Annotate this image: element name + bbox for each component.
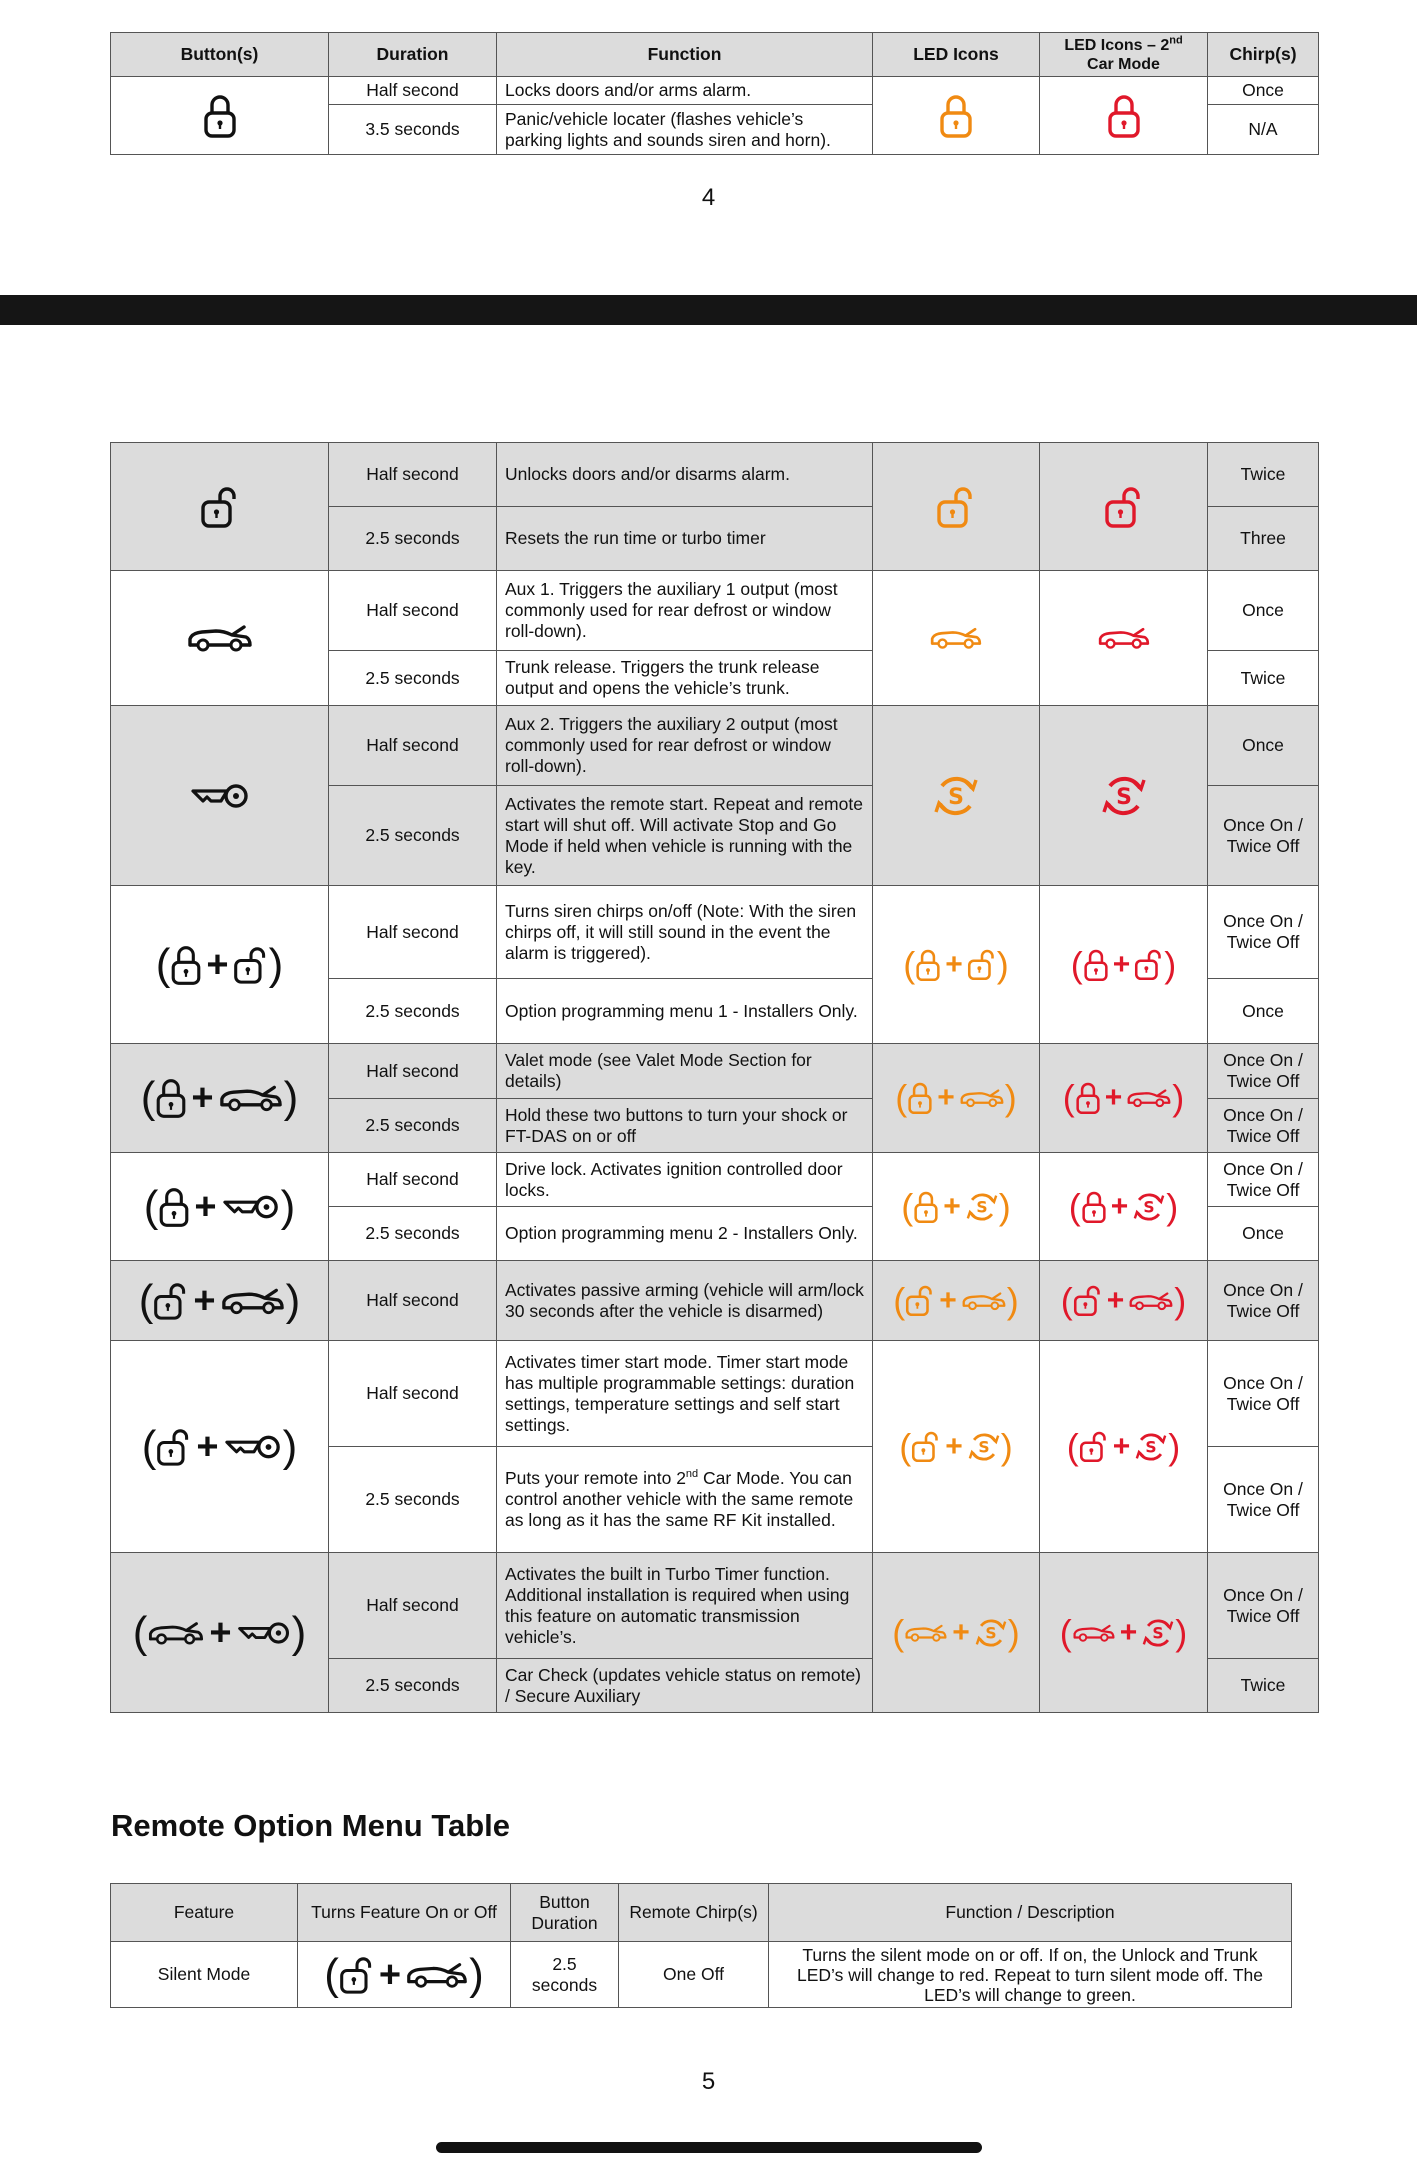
duration-cell: Half second [329, 571, 497, 651]
led-unlock-plus-start-red [1040, 1341, 1208, 1553]
chirps-cell: Once On / Twice Off [1208, 1261, 1319, 1341]
menu-header-function: Function / Description [769, 1884, 1292, 1942]
button-lock-plus-start [111, 1153, 329, 1261]
unlock-icon [156, 1427, 192, 1467]
menu-header-turns: Turns Feature On or Off [298, 1884, 511, 1942]
duration-cell: Half second [329, 77, 497, 105]
function-cell: Resets the run time or turbo timer [497, 507, 873, 571]
key-start-icon [189, 781, 251, 811]
duration-cell: Half second [329, 1153, 497, 1207]
lock-plus-trunk-combo: ( + ) [895, 1077, 1017, 1118]
menu-title: Remote Option Menu Table [111, 1808, 510, 1843]
button-trunk-plus-start [111, 1553, 329, 1713]
lock-plus-start-combo: ( + S ) [901, 1185, 1011, 1227]
duration-cell: Half second [329, 1261, 497, 1341]
led-lock-plus-start-orange [873, 1153, 1040, 1261]
led-unlock-plus-trunk-orange [873, 1261, 1040, 1341]
trunk-car-icon [904, 1623, 948, 1643]
button-trunk [111, 571, 329, 706]
remote-start-icon [1132, 1190, 1166, 1224]
page-divider [0, 295, 1417, 325]
function-cell: Puts your remote into 2nd Car Mode. You can control another vehicle with the same remote as long as it has the same RF Kit installed. [497, 1447, 873, 1553]
lock-icon [1107, 93, 1141, 139]
menu-function-cell: Turns the silent mode on or off. If on, the Unlock and Trunk LED’s will change to red. Repeat to turn silent mode off. The LED’s will change to green. [769, 1942, 1292, 2008]
function-cell: Activates the built in Turbo Timer function. Additional installation is required when using this feature on automatic transmission vehicle’s. [497, 1553, 873, 1659]
lock-icon [913, 1190, 939, 1224]
remote-start-icon [974, 1616, 1008, 1650]
unlock-icon [967, 948, 997, 981]
function-cell: Option programming menu 1 - Installers Only. [497, 979, 873, 1044]
function-cell: Option programming menu 2 - Installers Only. [497, 1207, 873, 1261]
duration-cell: 2.5 seconds [329, 651, 497, 706]
trunk-car-icon [405, 1960, 469, 1990]
trunk-car-icon [959, 1087, 1005, 1109]
unlock-plus-start-combo: ( + ) [141, 1421, 298, 1471]
chirps-cell: Twice [1208, 443, 1319, 507]
chirps-cell: Once On / Twice Off [1208, 786, 1319, 886]
trunk-car-icon [218, 1083, 284, 1113]
duration-cell: Half second [329, 1553, 497, 1659]
duration-cell: 2.5 seconds [329, 507, 497, 571]
function-cell: Panic/vehicle locater (flashes vehicle’s parking lights and sounds siren and horn). [497, 105, 873, 155]
svg-text:S: S [985, 1624, 997, 1643]
trunk-plus-start-combo: ( + ) [132, 1607, 307, 1657]
chirps-cell: Once [1208, 706, 1319, 786]
unlock-icon [1079, 1430, 1109, 1463]
function-cell: Aux 2. Triggers the auxiliary 2 output (most commonly used for rear defrost or window roll-down). [497, 706, 873, 786]
unlock-plus-start-combo: ( + S ) [899, 1425, 1013, 1467]
function-cell: Locks doors and/or arms alarm. [497, 77, 873, 105]
chirps-cell: Twice [1208, 651, 1319, 706]
duration-cell: Half second [329, 1341, 497, 1447]
lock-plus-unlock-combo: ( + ) [1070, 943, 1177, 985]
lock-icon [1081, 1190, 1107, 1224]
svg-text:S: S [976, 1198, 988, 1217]
lock-icon [203, 93, 237, 139]
unlock-plus-trunk-combo: ( + ) [324, 1949, 484, 1999]
lock-icon [170, 944, 202, 986]
duration-cell: 2.5 seconds [329, 1099, 497, 1153]
duration-cell: 2.5 seconds [329, 1659, 497, 1713]
led-lock-plus-unlock-red [1040, 886, 1208, 1044]
header-function: Function [497, 33, 873, 77]
function-cell: Activates passive arming (vehicle will arm/lock 30 seconds after the vehicle is disarmed) [497, 1261, 873, 1341]
svg-text:S: S [1152, 1624, 1164, 1643]
duration-cell: 2.5 seconds [329, 979, 497, 1044]
remote-start-icon [965, 1190, 999, 1224]
svg-text:S: S [1143, 1198, 1155, 1217]
function-cell: Unlocks doors and/or disarms alarm. [497, 443, 873, 507]
chirps-cell: Once [1208, 77, 1319, 105]
unlock-plus-trunk-combo: ( + ) [893, 1279, 1019, 1321]
led-trunk-plus-start-orange [873, 1553, 1040, 1713]
remote-start-icon [1141, 1616, 1175, 1650]
unlock-icon [911, 1430, 941, 1463]
chirps-cell: Once On / Twice Off [1208, 1447, 1319, 1553]
remote-option-menu-table [110, 1883, 1292, 2008]
lock-icon [1083, 948, 1109, 982]
trunk-plus-start-combo: ( + S ) [892, 1611, 1020, 1653]
lock-plus-start-combo: ( + S ) [1068, 1185, 1179, 1227]
chirps-cell: Once On / Twice Off [1208, 886, 1319, 979]
key-start-icon [236, 1619, 292, 1647]
trunk-car-icon [929, 626, 983, 650]
unlock-icon [1073, 1284, 1103, 1317]
button-start [111, 706, 329, 886]
duration-cell: 2.5 seconds [329, 1207, 497, 1261]
svg-text:S: S [948, 784, 964, 810]
lock-plus-trunk-combo: ( + ) [1062, 1077, 1185, 1118]
lock-icon [907, 1081, 933, 1115]
chirps-cell: Once [1208, 979, 1319, 1044]
function-cell: Activates the remote start. Repeat and remote start will shut off. Will activate Stop and Go Mode if held when vehicle is running with the key. [497, 786, 873, 886]
function-cell: Hold these two buttons to turn your shock or FT-DAS on or off [497, 1099, 873, 1153]
unlock-plus-start-combo: ( + S ) [1066, 1425, 1181, 1467]
chirps-cell: Three [1208, 507, 1319, 571]
led-lock-plus-unlock-orange [873, 886, 1040, 1044]
remote-start-icon [1100, 772, 1148, 820]
lock-icon [155, 1077, 187, 1119]
key-start-icon [223, 1432, 283, 1462]
button-unlock [111, 443, 329, 571]
function-cell: Valet mode (see Valet Mode Section for details) [497, 1044, 873, 1099]
button-function-table [110, 442, 1319, 1713]
duration-cell: 2.5 seconds [329, 1447, 497, 1553]
function-cell: Aux 1. Triggers the auxiliary 1 output (most commonly used for rear defrost or window roll-down). [497, 571, 873, 651]
duration-cell: 3.5 seconds [329, 105, 497, 155]
led-unlock-red [1040, 443, 1208, 571]
lock-plus-unlock-combo: ( + ) [155, 939, 284, 989]
duration-cell: Half second [329, 706, 497, 786]
home-indicator[interactable] [436, 2142, 982, 2153]
menu-header-duration: Button Duration [511, 1884, 619, 1942]
lock-icon [158, 1186, 190, 1228]
unlock-plus-trunk-combo: ( + ) [1060, 1279, 1187, 1321]
header-buttons: Button(s) [111, 33, 329, 77]
led-lock-plus-start-red [1040, 1153, 1208, 1261]
led-start-orange [873, 706, 1040, 886]
trunk-car-icon [220, 1286, 286, 1316]
lock-icon [1075, 1081, 1101, 1115]
button-lock [111, 77, 329, 155]
unlock-icon [153, 1281, 189, 1321]
menu-header-chirps: Remote Chirp(s) [619, 1884, 769, 1942]
function-cell: Turns siren chirps on/off (Note: With the siren chirps off, it will still sound in the event the alarm is triggered). [497, 886, 873, 979]
chirps-cell: Once On / Twice Off [1208, 1341, 1319, 1447]
svg-text:S: S [1115, 784, 1132, 810]
chirps-cell: Once [1208, 1207, 1319, 1261]
chirps-cell: Twice [1208, 1659, 1319, 1713]
key-start-icon [221, 1192, 281, 1222]
led-unlock-plus-trunk-red [1040, 1261, 1208, 1341]
unlock-icon [339, 1955, 375, 1995]
lock-icon [915, 948, 941, 982]
remote-start-icon [1134, 1430, 1168, 1464]
trunk-plus-start-combo: ( + S ) [1059, 1611, 1188, 1653]
function-cell: Car Check (updates vehicle status on remote) / Secure Auxiliary [497, 1659, 873, 1713]
menu-button-cell [298, 1942, 511, 2008]
led-lock-orange [873, 77, 1040, 155]
chirps-cell: Once On / Twice Off [1208, 1553, 1319, 1659]
unlock-icon [936, 485, 976, 529]
lock-plus-trunk-combo: ( + ) [140, 1073, 299, 1122]
header-led-icons: LED Icons [873, 33, 1040, 77]
header-led-icons-2nd: LED Icons – 2nd Car Mode [1040, 33, 1208, 77]
duration-cell: Half second [329, 443, 497, 507]
trunk-car-icon [147, 1620, 205, 1646]
chirps-cell: Once [1208, 571, 1319, 651]
led-lock-plus-trunk-orange [873, 1044, 1040, 1153]
led-unlock-orange [873, 443, 1040, 571]
trunk-car-icon [961, 1290, 1007, 1312]
unlock-icon [200, 485, 240, 529]
menu-chirps-cell: One Off [619, 1942, 769, 2008]
chirps-cell: Once On / Twice Off [1208, 1153, 1319, 1207]
function-cell: Activates timer start mode. Timer start mode has multiple programmable settings: duration settings, temperature settings and self start settings. [497, 1341, 873, 1447]
trunk-car-icon [1128, 1290, 1174, 1312]
unlock-icon [905, 1284, 935, 1317]
trunk-car-icon [186, 623, 254, 653]
unlock-icon [1104, 485, 1144, 529]
page-number: 5 [701, 2068, 716, 2095]
button-lock-plus-trunk [111, 1044, 329, 1153]
remote-start-icon [967, 1430, 1001, 1464]
led-trunk-orange [873, 571, 1040, 706]
chirps-cell: N/A [1208, 105, 1319, 155]
led-trunk-red [1040, 571, 1208, 706]
unlock-plus-trunk-combo: ( + ) [138, 1275, 301, 1325]
led-unlock-plus-start-orange [873, 1341, 1040, 1553]
unlock-icon [233, 945, 269, 985]
svg-text:S: S [978, 1438, 990, 1457]
lock-plus-start-combo: ( + ) [143, 1181, 296, 1231]
menu-feature-cell: Silent Mode [111, 1942, 298, 2008]
led-start-red [1040, 706, 1208, 886]
lock-icon [939, 93, 973, 139]
remote-start-icon [932, 772, 980, 820]
led-trunk-plus-start-red [1040, 1553, 1208, 1713]
button-lock-plus-unlock [111, 886, 329, 1044]
menu-header-feature: Feature [111, 1884, 298, 1942]
page-number: 4 [701, 184, 716, 211]
lock-plus-unlock-combo: ( + ) [903, 943, 1009, 985]
led-lock-plus-trunk-red [1040, 1044, 1208, 1153]
duration-cell: Half second [329, 886, 497, 979]
menu-duration-cell: 2.5 seconds [511, 1942, 619, 2008]
chirps-cell: Once On / Twice Off [1208, 1044, 1319, 1099]
duration-cell: 2.5 seconds [329, 786, 497, 886]
button-unlock-plus-start [111, 1341, 329, 1553]
header-chirps: Chirp(s) [1208, 33, 1319, 77]
duration-cell: Half second [329, 1044, 497, 1099]
unlock-icon [1134, 948, 1164, 981]
svg-text:S: S [1145, 1438, 1157, 1457]
function-cell: Trunk release. Triggers the trunk release output and opens the vehicle’s trunk. [497, 651, 873, 706]
button-function-table-top [110, 32, 1319, 155]
trunk-car-icon [1126, 1087, 1172, 1109]
function-cell: Drive lock. Activates ignition controlled door locks. [497, 1153, 873, 1207]
led-lock-red [1040, 77, 1208, 155]
trunk-car-icon [1097, 626, 1151, 650]
header-duration: Duration [329, 33, 497, 77]
chirps-cell: Once On / Twice Off [1208, 1099, 1319, 1153]
trunk-car-icon [1072, 1623, 1116, 1643]
button-unlock-plus-trunk [111, 1261, 329, 1341]
